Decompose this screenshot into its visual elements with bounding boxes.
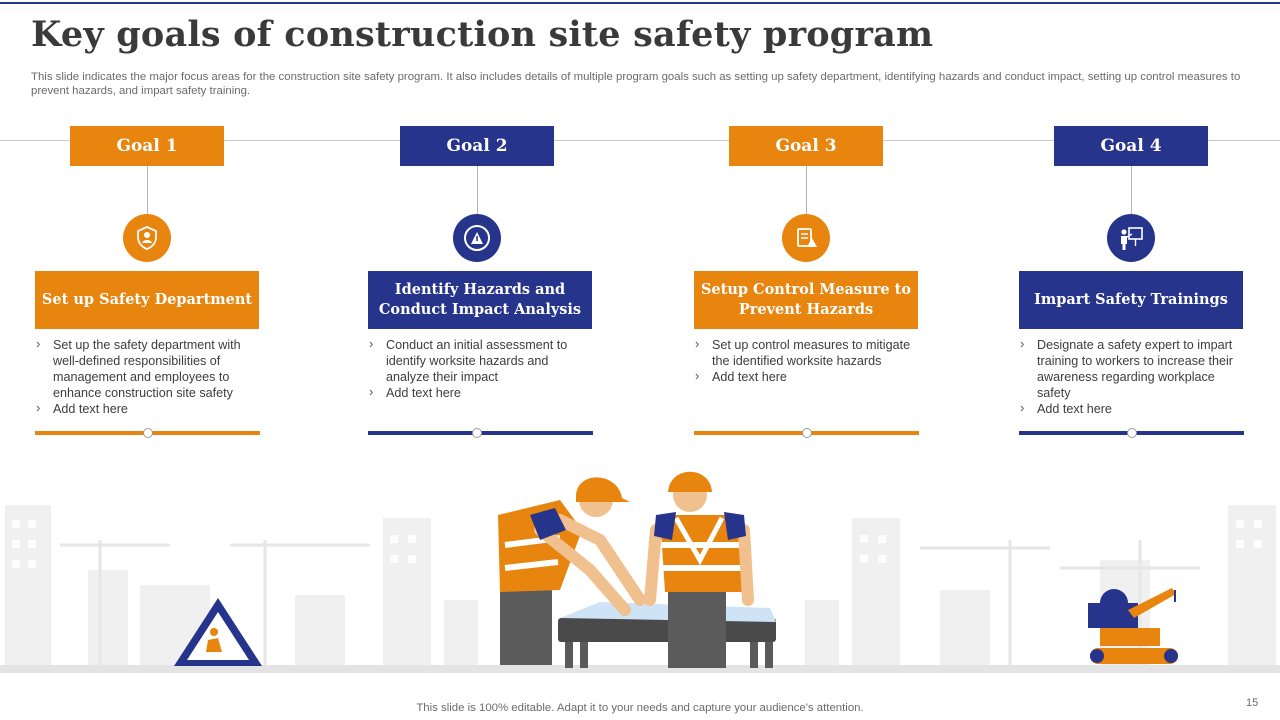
bullet-item: › Conduct an initial assessment to identify worksite hazards and analyze their impact xyxy=(368,337,592,385)
goal-heading: Set up Safety Department xyxy=(35,271,259,329)
connector-line xyxy=(147,166,148,214)
slide-title: Key goals of construction site safety program xyxy=(31,14,934,55)
control-checklist-icon xyxy=(782,214,830,262)
goal-label: Goal 4 xyxy=(1054,126,1208,166)
bullet-item: › Add text here xyxy=(1019,401,1243,417)
goal-heading: Setup Control Measure to Prevent Hazards xyxy=(694,271,918,329)
safety-department-icon xyxy=(123,214,171,262)
bar-dot xyxy=(472,428,482,438)
hazard-gauge-icon xyxy=(453,214,501,262)
bar-dot xyxy=(1127,428,1137,438)
slide-subtitle: This slide indicates the major focus areas for the construction site safety program. It also includes details of multiple program goals such as setting up safety department, identifying hazards and conduct impact, setting up control measures to prevent hazards, and impart safety training. xyxy=(31,71,1241,97)
goal-column-3 xyxy=(694,0,920,440)
goal-heading: Identify Hazards and Conduct Impact Analysis xyxy=(368,271,592,329)
bullet-item: › Set up the safety department with well-defined responsibilities of management and employees to enhance construction site safety xyxy=(35,337,259,401)
goal-label: Goal 1 xyxy=(70,126,224,166)
goal-column-2 xyxy=(368,0,594,440)
goal-bullets xyxy=(694,337,918,385)
goal-label: Goal 3 xyxy=(729,126,883,166)
bar-dot xyxy=(143,428,153,438)
bullet-item: › Add text here xyxy=(694,369,918,385)
connector-line xyxy=(806,166,807,214)
bullet-item: › Add text here xyxy=(368,385,592,401)
goal-label: Goal 2 xyxy=(400,126,554,166)
bullet-item: › Add text here xyxy=(35,401,259,417)
connector-line xyxy=(477,166,478,214)
bullet-item: › Set up control measures to mitigate the identified worksite hazards xyxy=(694,337,918,369)
goal-heading: Impart Safety Trainings xyxy=(1019,271,1243,329)
goal-bullets xyxy=(35,337,259,417)
page-number: 15 xyxy=(1246,697,1259,709)
footer-note: This slide is 100% editable. Adapt it to your needs and capture your audience's attention. xyxy=(416,702,864,714)
goal-column-1 xyxy=(35,0,261,440)
bar-dot xyxy=(802,428,812,438)
goal-bullets xyxy=(368,337,592,401)
bullet-item: › Designate a safety expert to impart training to workers to increase their awareness regarding workplace safety xyxy=(1019,337,1243,401)
connector-line xyxy=(1131,166,1132,214)
training-presentation-icon xyxy=(1107,214,1155,262)
construction-site-illustration xyxy=(0,460,1280,675)
goal-bullets xyxy=(1019,337,1243,417)
goal-column-4 xyxy=(1019,0,1245,440)
